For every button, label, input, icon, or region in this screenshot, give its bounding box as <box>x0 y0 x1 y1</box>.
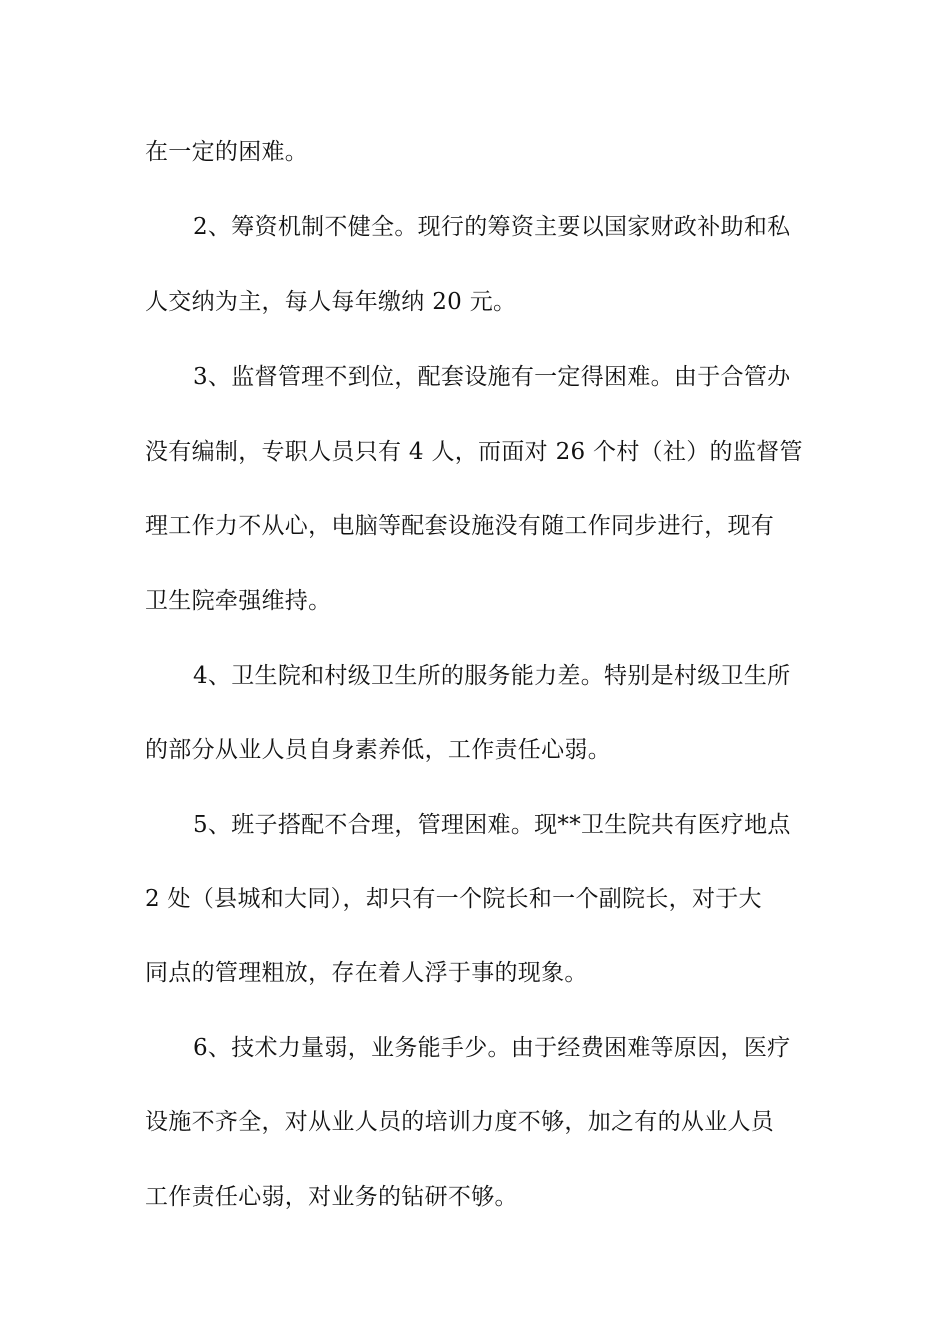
text-line: 的部分从业人员自身素养低，工作责任心弱。 <box>145 737 611 763</box>
text-line: 在一定的困难。 <box>145 139 309 165</box>
text-line: 卫生院牵强维持。 <box>145 588 332 614</box>
text-line: 理工作力不从心，电脑等配套设施没有随工作同步进行，现有 <box>145 513 775 539</box>
text-line: 工作责任心弱，对业务的钻研不够。 <box>145 1184 518 1210</box>
text-line: 没有编制，专职人员只有 4 人，而面对 26 个村（社）的监督管 <box>145 439 803 465</box>
text-line: 人交纳为主，每人每年缴纳 20 元。 <box>145 289 517 315</box>
text-line: 6、技术力量弱，业务能手少。由于经费困难等原因，医疗 <box>193 1035 791 1061</box>
text-line: 设施不齐全，对从业人员的培训力度不够，加之有的从业人员 <box>145 1109 775 1135</box>
text-line: 5、班子搭配不合理，管理困难。现**卫生院共有医疗地点 <box>193 812 791 838</box>
text-line: 2、筹资机制不健全。现行的筹资主要以国家财政补助和私 <box>193 214 791 240</box>
text-line: 3、监督管理不到位，配套设施有一定得困难。由于合管办 <box>193 364 791 390</box>
text-line: 同点的管理粗放，存在着人浮于事的现象。 <box>145 960 588 986</box>
text-line: 2 处（县城和大同），却只有一个院长和一个副院长，对于大 <box>145 886 762 912</box>
text-line: 4、卫生院和村级卫生所的服务能力差。特别是村级卫生所 <box>193 663 791 689</box>
